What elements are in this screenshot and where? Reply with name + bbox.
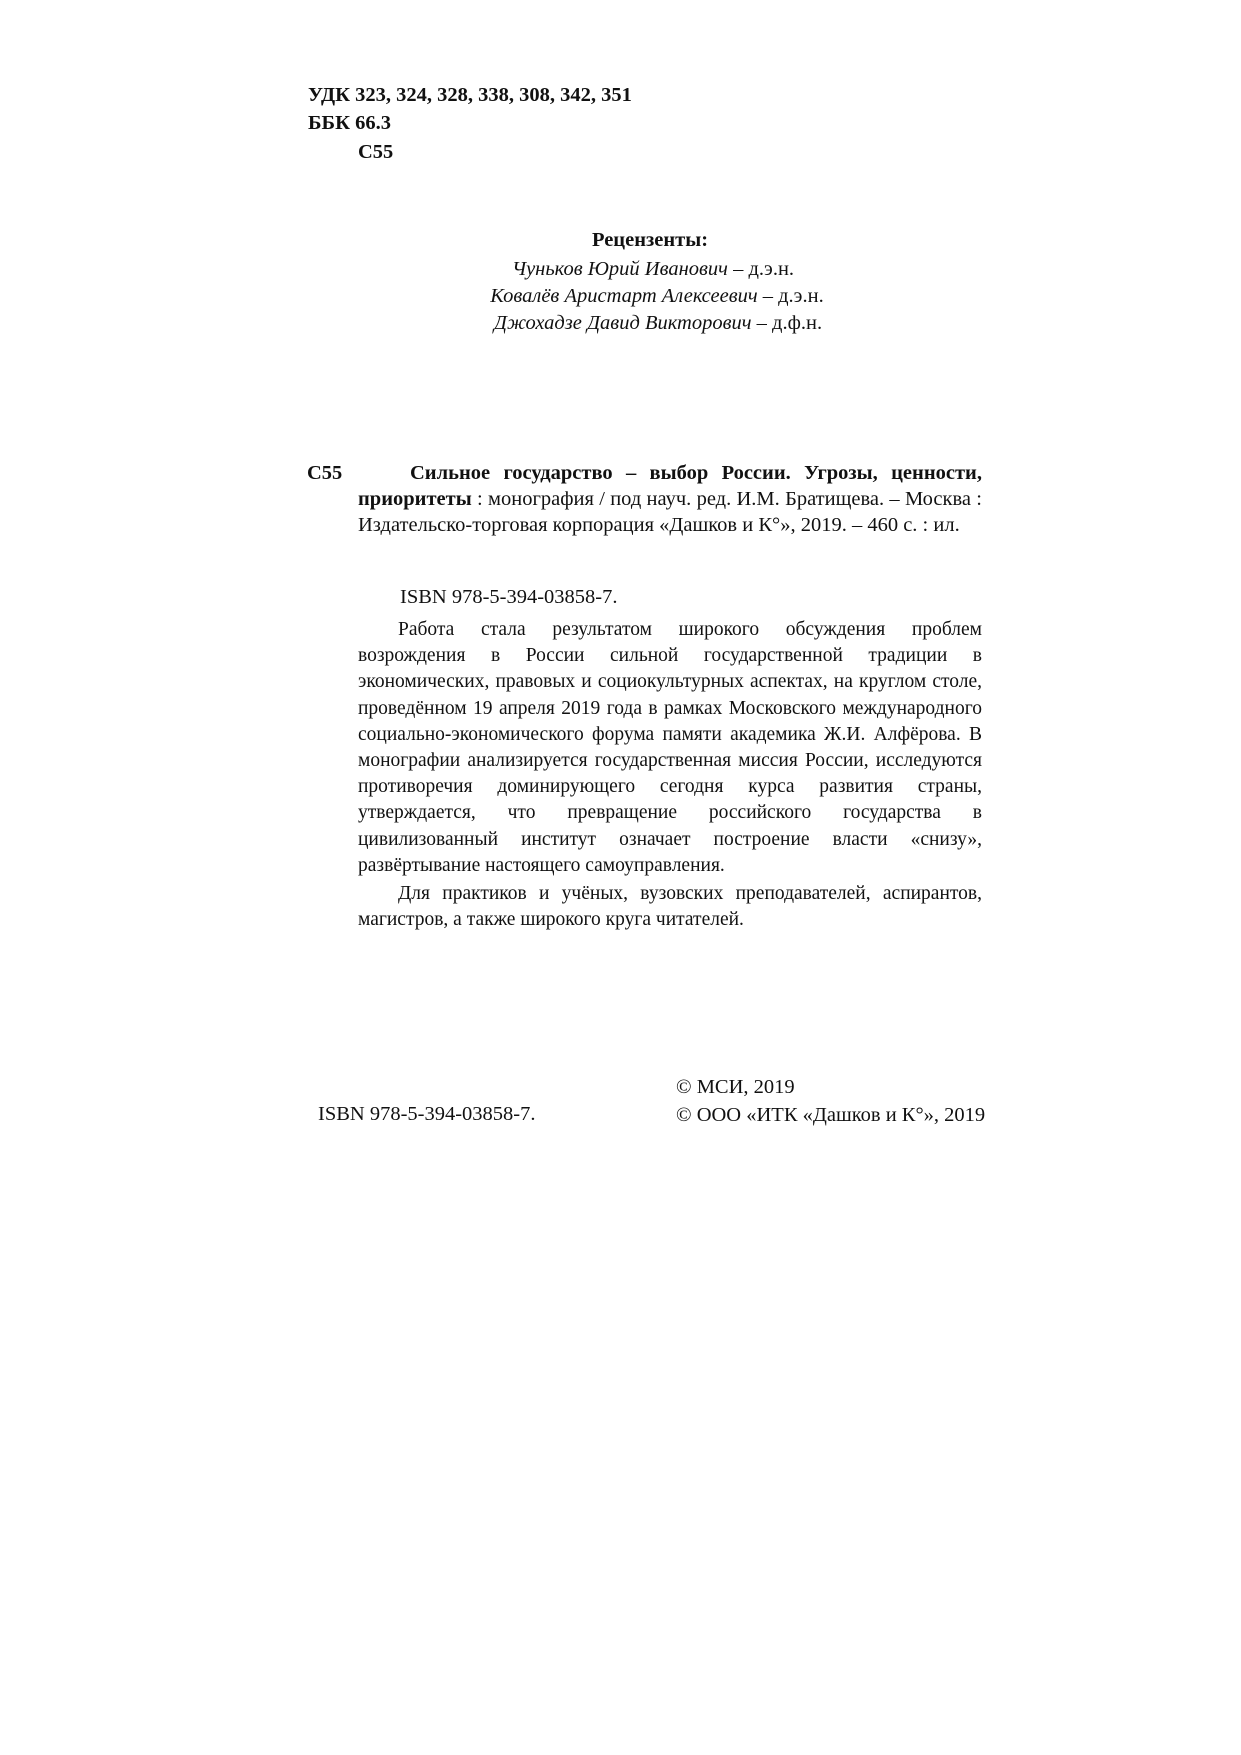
reviewer-name: Чуньков Юрий Иванович bbox=[511, 258, 728, 280]
isbn-record: ISBN 978-5-394-03858-7. bbox=[400, 586, 618, 608]
isbn-footer: ISBN 978-5-394-03858-7. bbox=[318, 1103, 536, 1125]
author-cutter-code: С55 bbox=[358, 141, 394, 163]
copyright-msi: © МСИ, 2019 bbox=[676, 1076, 795, 1098]
reviewer-degree: – д.э.н. bbox=[727, 258, 795, 280]
bibliographic-cutter-code: С55 bbox=[307, 462, 343, 484]
reviewer-line bbox=[400, 256, 900, 283]
bibliographic-record bbox=[358, 460, 982, 538]
reviewer-name: Джохадзе Давид Викторович bbox=[493, 312, 752, 334]
annotation bbox=[358, 617, 982, 933]
audience-paragraph: Для практиков и учёных, вузовских преподавателей, аспирантов, магистров, а также широкого круга читателей. bbox=[358, 883, 982, 931]
reviewers-block bbox=[400, 227, 900, 337]
reviewers-heading: Рецензенты: bbox=[591, 229, 709, 251]
reviewer-degree: – д.э.н. bbox=[757, 285, 824, 307]
copyright-publisher: © ООО «ИТК «Дашков и К°», 2019 bbox=[676, 1104, 986, 1126]
book-title: Сильное государство – выбор России. Угрозы, ценности, приоритеты bbox=[358, 462, 982, 510]
copyright-block bbox=[676, 1073, 985, 1129]
reviewer-line bbox=[400, 283, 900, 310]
annotation-paragraph: Работа стала результатом широкого обсуждения проблем возрождения в России сильной государственной традиции в экономических, правовых и социокультурных аспектах, на круглом столе, проведённом 19 апреля 2019 года в рамках Московского международного социально-экономического форума памяти академика Ж.И. Алфёрова. В монографии анализируется государственная миссия России, исследуются противоречия доминирующего сегодня курса развития страны, утверждается, что превращение российского государства в цивилизованный институт означает построение власти «снизу», развёртывание настоящего самоуправления. bbox=[358, 619, 982, 876]
bbk-code: ББК 66.3 bbox=[308, 112, 391, 134]
reviewer-name: Ковалёв Аристарт Алексеевич bbox=[490, 285, 758, 307]
publication-details: : монография / под науч. ред. И.М. Братищева. – Москва : Издательско-торговая корпорация «Дашков и К°», 2019. – 460 с. : ил. bbox=[358, 488, 982, 536]
reviewer-degree: – д.ф.н. bbox=[751, 312, 823, 334]
udk-code: УДК 323, 324, 328, 338, 308, 342, 351 bbox=[308, 84, 632, 106]
reviewer-line bbox=[400, 310, 900, 337]
